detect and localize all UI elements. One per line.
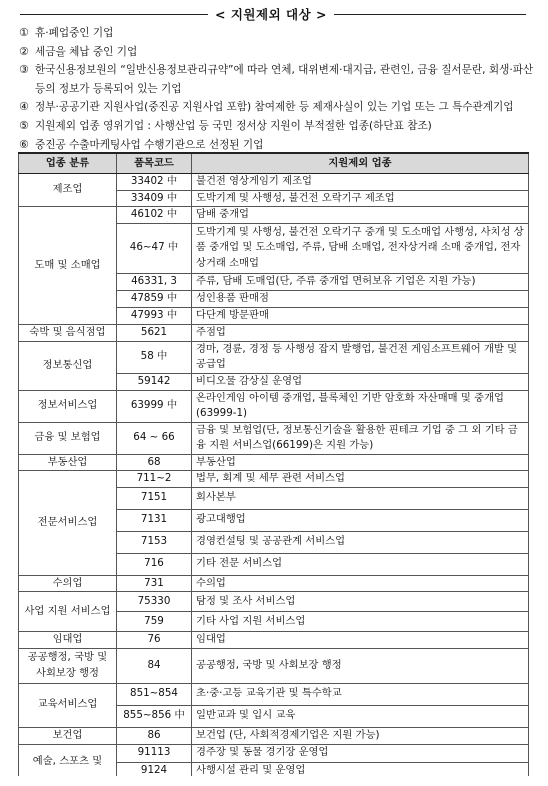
industry-code: 68 [117, 454, 192, 471]
industry-code: 59142 [117, 373, 192, 390]
condition-item [19, 98, 541, 117]
excluded-industry: 주류, 담배 도매업(단, 주류 중개업 면허보유 기업은 지원 가능) [192, 273, 529, 290]
excluded-industry: 광고대행업 [192, 509, 529, 531]
industry-category: 임대업 [19, 632, 117, 649]
excluded-industry: 주점업 [192, 324, 529, 341]
table-row [19, 174, 529, 191]
condition-item [19, 24, 541, 43]
excluded-industry: 초·중·고등 교육기관 및 특수학교 [192, 683, 529, 705]
exclusion-conditions-list [19, 24, 541, 154]
excluded-industry: 성인용품 판매점 [192, 290, 529, 307]
industry-code: 855~856 中 [117, 705, 192, 727]
excluded-industry: 임대업 [192, 632, 529, 649]
industry-category: 정보서비스업 [19, 390, 117, 422]
industry-code: 759 [117, 612, 192, 632]
table-row [19, 632, 529, 649]
excluded-industry: 경주장 및 동물 경기장 운영업 [192, 744, 529, 762]
excluded-industries-table [18, 152, 529, 781]
industry-code: 33409 中 [117, 190, 192, 207]
title-rule-left [20, 14, 208, 15]
excluded-industry: 공공행정, 국방 및 사회보장 행정 [192, 648, 529, 683]
industry-code: 46102 中 [117, 207, 192, 224]
industry-code: 7153 [117, 531, 192, 553]
industry-code: 91113 [117, 744, 192, 762]
excluded-industry: 도박기계 및 사행성, 불건전 오락기구 제조업 [192, 190, 529, 207]
section-title-row [0, 3, 548, 25]
header-excluded: 지원제외 업종 [192, 153, 529, 174]
excluded-industry: 온라인게임 아이템 중개업, 블록체인 기반 암호화 자산매매 및 중개업(63999-1) [192, 390, 529, 422]
industry-category: 사업 지원 서비스업 [19, 592, 117, 632]
excluded-industry: 부동산업 [192, 454, 529, 471]
industry-category: 제조업 [19, 174, 117, 207]
industry-code: 7151 [117, 487, 192, 509]
excluded-industry: 일반교과 및 입시 교육 [192, 705, 529, 727]
header-category: 업종 분류 [19, 153, 117, 174]
industry-category: 공공행정, 국방 및 사회보장 행정 [19, 648, 117, 683]
industry-category: 보건업 [19, 727, 117, 744]
condition-number: ③ [19, 63, 29, 77]
condition-number: ⑤ [19, 118, 29, 132]
table-row [19, 207, 529, 224]
industry-code: 86 [117, 727, 192, 744]
industry-category: 교육서비스업 [19, 683, 117, 727]
industry-code: 33402 中 [117, 174, 192, 191]
condition-item [19, 61, 541, 98]
condition-number: ② [19, 44, 29, 58]
condition-text: 한국신용정보원의 “일반신용정보관리규약”에 따라 연체, 대위변제·대지급, 관련인, 금융 질서문란, 회생·파산 등의 정보가 등록되어 있는 기업 [35, 64, 534, 95]
condition-text: 세금을 체납 중인 기업 [35, 45, 138, 58]
industry-code: 46331, 3 [117, 273, 192, 290]
industry-code: 76 [117, 632, 192, 649]
table-row [19, 592, 529, 612]
table-row [19, 454, 529, 471]
excluded-industry: 수의업 [192, 575, 529, 592]
excluded-industry: 비디오물 감상실 운영업 [192, 373, 529, 390]
condition-item [19, 43, 541, 62]
industry-code: 84 [117, 648, 192, 683]
table-row [19, 390, 529, 422]
industry-category: 도매 및 소매업 [19, 207, 117, 325]
industry-code: 47859 中 [117, 290, 192, 307]
industry-code: 64 ~ 66 [117, 422, 192, 454]
section-title: < 지원제외 대상 > [215, 7, 327, 22]
industry-category: 전문서비스업 [19, 471, 117, 576]
table-row [19, 648, 529, 683]
table-row [19, 341, 529, 373]
industry-code: 63999 中 [117, 390, 192, 422]
excluded-industry: 사행시설 관리 및 운영업 [192, 762, 529, 780]
industry-code: 75330 [117, 592, 192, 612]
condition-number: ① [19, 26, 29, 39]
excluded-industry: 도박기계 및 사행성, 불건전 오락기구 중개 및 도소매업 사행성, 사치성 상품 중개업 및 도소매업, 주류, 담배 소매업, 전자상거래 소매 중개업, 전자상거래 소매업 [192, 223, 529, 273]
table-row [19, 744, 529, 762]
excluded-industry: 회사본부 [192, 487, 529, 509]
industry-code: 5621 [117, 324, 192, 341]
excluded-industry: 기타 전문 서비스업 [192, 553, 529, 575]
excluded-industry: 보건업 (단, 사회적경제기업은 지원 가능) [192, 727, 529, 744]
page-bottom-edge [0, 776, 548, 786]
industry-code: 7131 [117, 509, 192, 531]
condition-text: 휴·폐업중인 기업 [35, 27, 114, 39]
table-header-row [19, 153, 529, 174]
table-row [19, 324, 529, 341]
excluded-industry: 금융 및 보험업(단, 정보통신기술을 활용한 핀테크 기업 중 그 외 기타 금융 지원 서비스업(66199)은 지원 가능) [192, 422, 529, 454]
table-row [19, 471, 529, 488]
industry-code: 9124 [117, 762, 192, 780]
industry-code: 711~2 [117, 471, 192, 488]
excluded-industry: 경마, 경륜, 경정 등 사행성 잡지 발행업, 불건전 게임소프트웨어 개발 및 공급업 [192, 341, 529, 373]
industry-category: 예술, 스포츠 및 [19, 744, 117, 780]
industry-category: 부동산업 [19, 454, 117, 471]
industry-code: 46~47 中 [117, 223, 192, 273]
table-row [19, 683, 529, 705]
table-row [19, 575, 529, 592]
excluded-industry: 경영컨설팅 및 공공관계 서비스업 [192, 531, 529, 553]
industry-code: 716 [117, 553, 192, 575]
industry-code: 731 [117, 575, 192, 592]
condition-number: ④ [19, 100, 29, 114]
industry-category: 숙박 및 음식점업 [19, 324, 117, 341]
industry-category: 수의업 [19, 575, 117, 592]
table-row [19, 422, 529, 454]
excluded-industry: 불건전 영상게임기 제조업 [192, 174, 529, 191]
industry-code: 851~854 [117, 683, 192, 705]
condition-number: ⑥ [19, 137, 29, 151]
title-rule-right [334, 14, 526, 15]
condition-item [19, 117, 541, 136]
industry-code: 58 中 [117, 341, 192, 373]
condition-text: 지원제외 업종 영위기업 : 사행산업 등 국민 정서상 지원이 부적절한 업종(하단표 참조) [35, 119, 432, 132]
industry-category: 금융 및 보험업 [19, 422, 117, 454]
condition-text: 중진공 수출마케팅사업 수행기관으로 선정된 기업 [35, 138, 264, 151]
excluded-industry: 담배 중개업 [192, 207, 529, 224]
excluded-industry: 탐정 및 조사 서비스업 [192, 592, 529, 612]
excluded-industry: 법무, 회계 및 세무 관련 서비스업 [192, 471, 529, 488]
industry-category: 정보통신업 [19, 341, 117, 390]
excluded-industry: 다단계 방문판매 [192, 307, 529, 324]
excluded-industry: 기타 사업 지원 서비스업 [192, 612, 529, 632]
industry-code: 47993 中 [117, 307, 192, 324]
table-body [19, 174, 529, 781]
header-code: 품목코드 [117, 153, 192, 174]
table-row [19, 727, 529, 744]
condition-text: 정부·공공기관 지원사업(중진공 지원사업 포함) 참여제한 등 제재사실이 있는 기업 또는 그 특수관계기업 [35, 101, 514, 114]
